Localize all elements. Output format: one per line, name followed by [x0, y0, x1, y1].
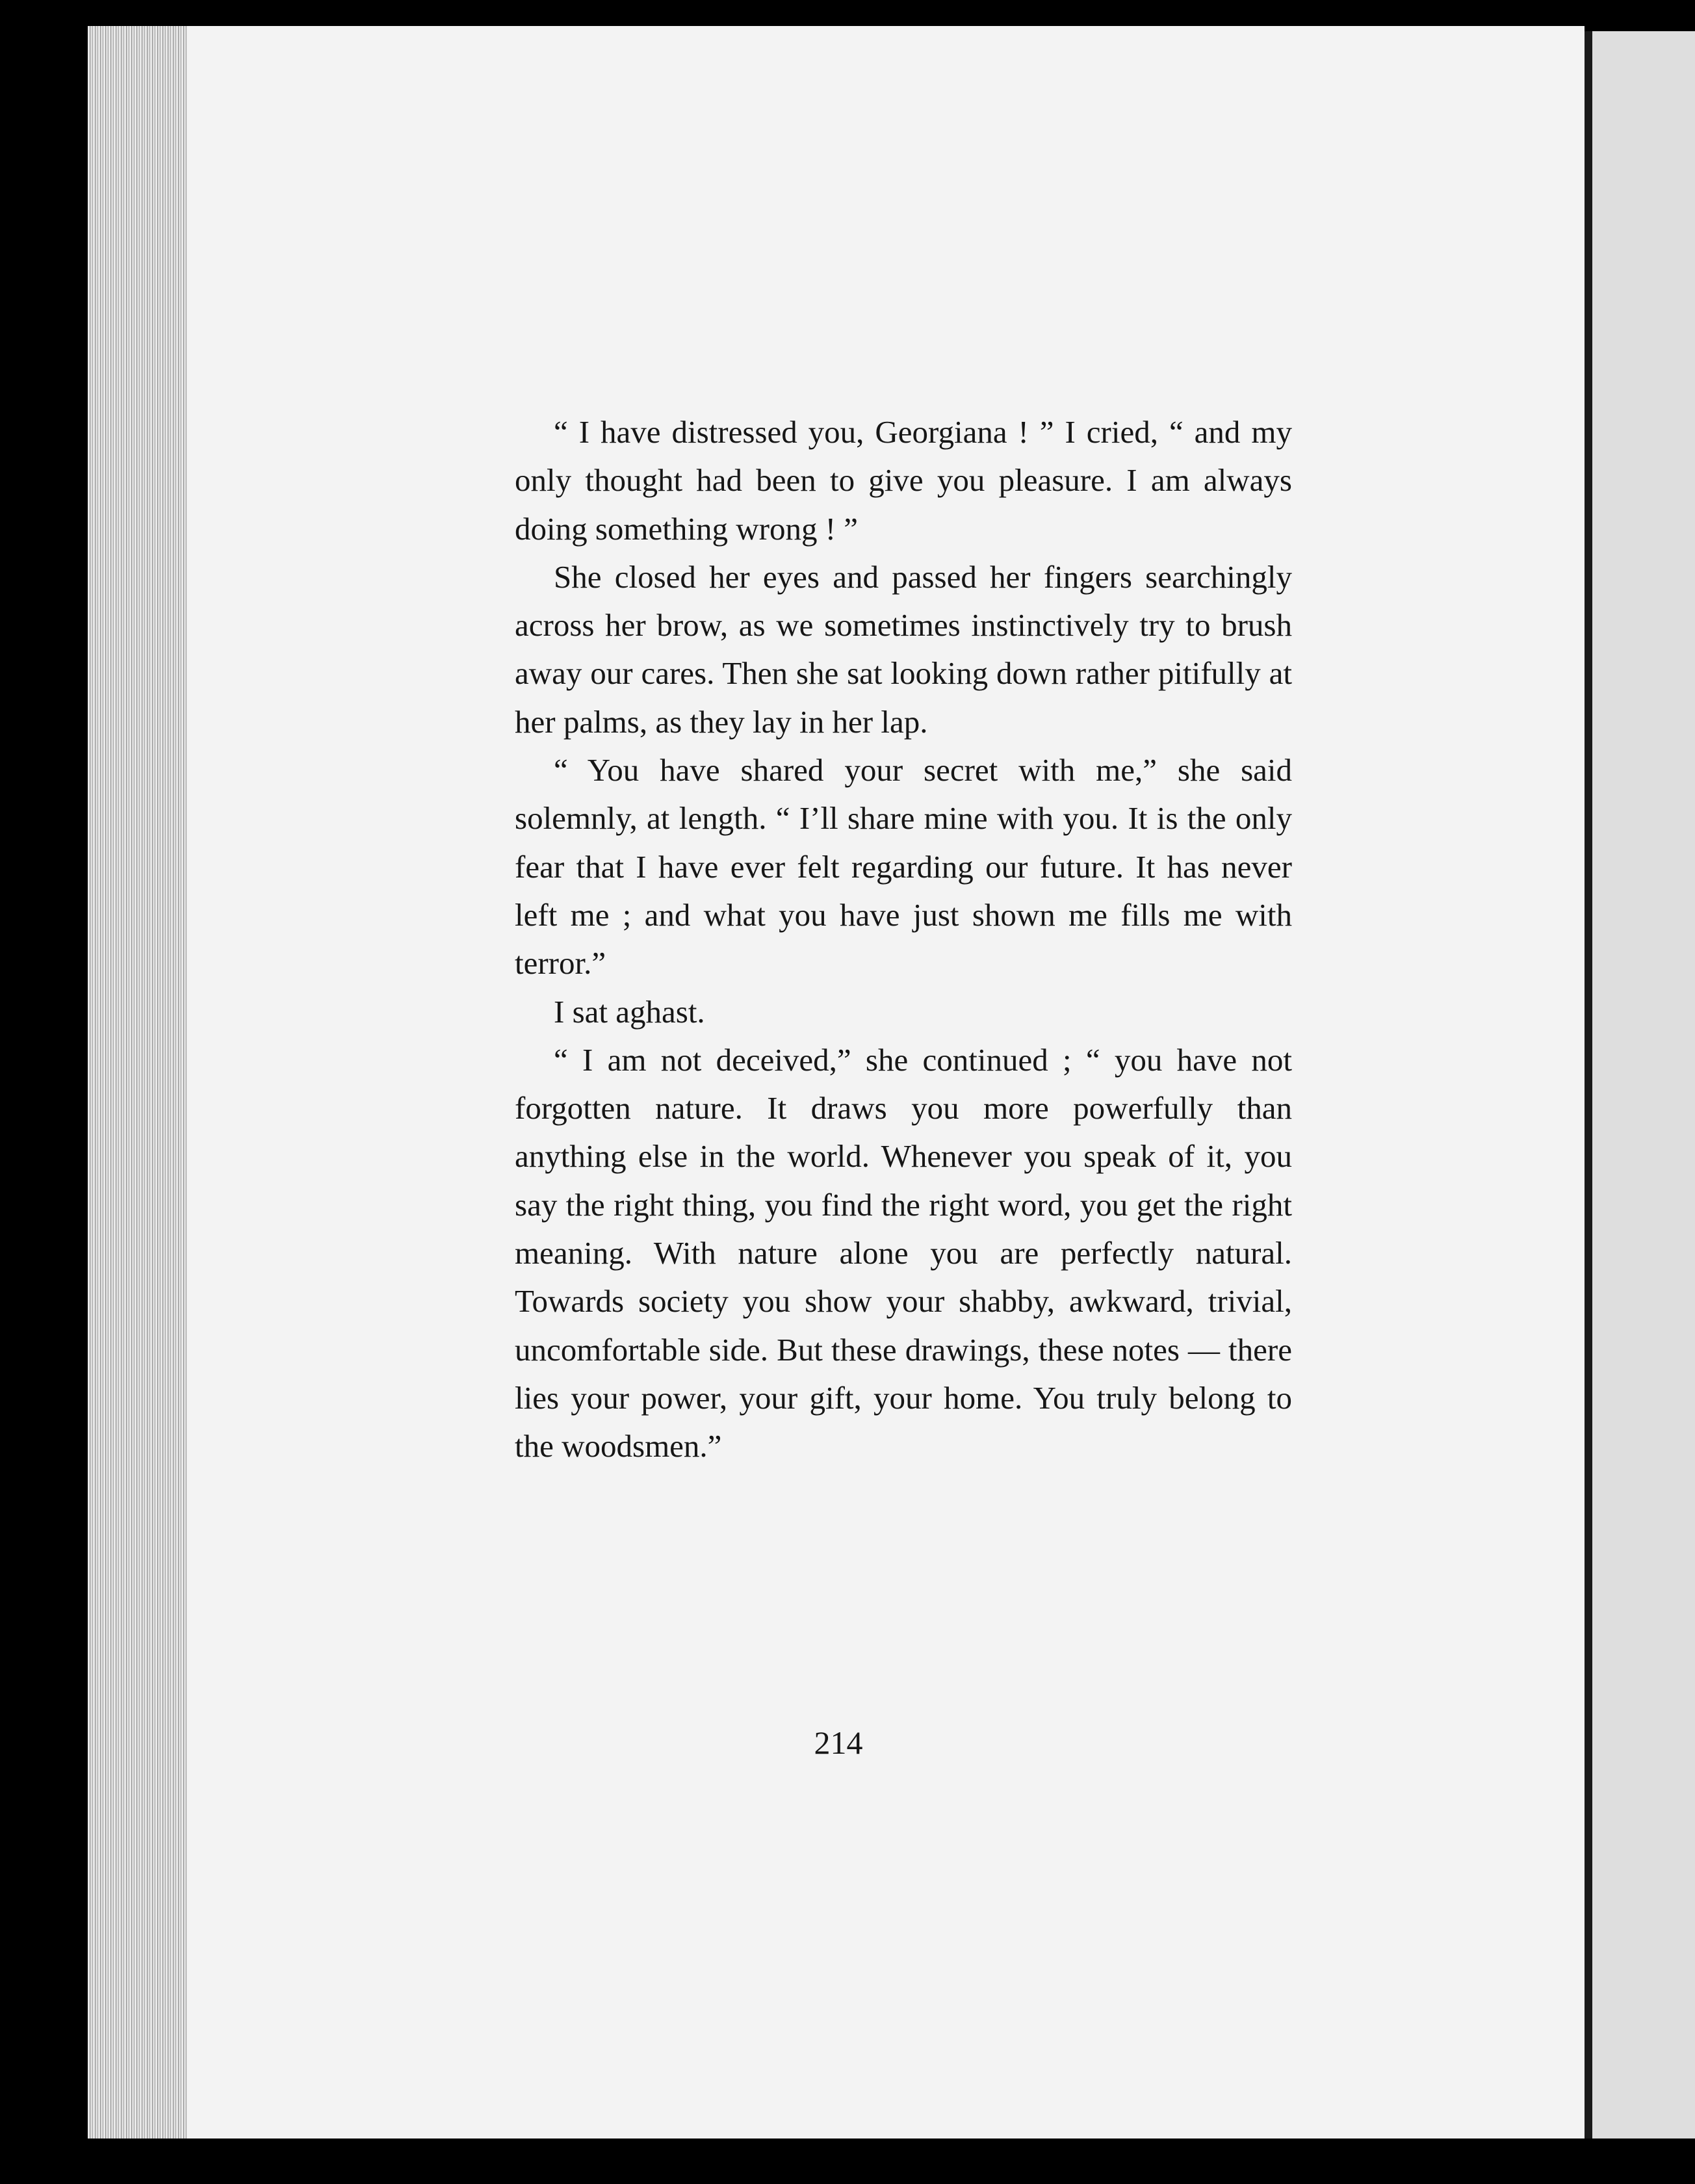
- paragraph: “ You have shared your secret with me,” she said solemnly, at length. “ I’ll share mine with you. It is the only fear that I have ever felt regarding our future. It has never left me ; and what you have just shown me fills me with terror.”: [515, 752, 1292, 982]
- paragraph: I sat aghast.: [554, 993, 705, 1030]
- facing-page-edge: [1585, 31, 1695, 2138]
- paragraph: “ I am not deceived,” she continued ; “ you have not forgotten nature. It draws you more powerfully than anything else in the world. Whenever you speak of it, you say the right thing, you find the right word, you get the right meaning. With nature alone you are perfectly natural. Towards society you show your shabby, awkward, trivial, uncomfortable side. But these drawings, these notes — there lies your power, your gift, your home. You truly belong to the woodsmen.”: [515, 1041, 1292, 1464]
- paragraph: “ I have distressed you, Georgiana ! ” I cried, “ and my only thought had been to give you pleasure. I am always doing something wrong ! ”: [515, 414, 1292, 547]
- page-number: 214: [814, 1724, 863, 1761]
- paragraph: She closed her eyes and passed her fingers searchingly across her brow, as we sometimes instinctively try to brush away our cares. Then she sat looking down rather pitifully at her palms, as they lay in her lap.: [515, 558, 1292, 740]
- page-body-text: [515, 408, 1292, 1471]
- book-page-edges: [88, 26, 194, 2138]
